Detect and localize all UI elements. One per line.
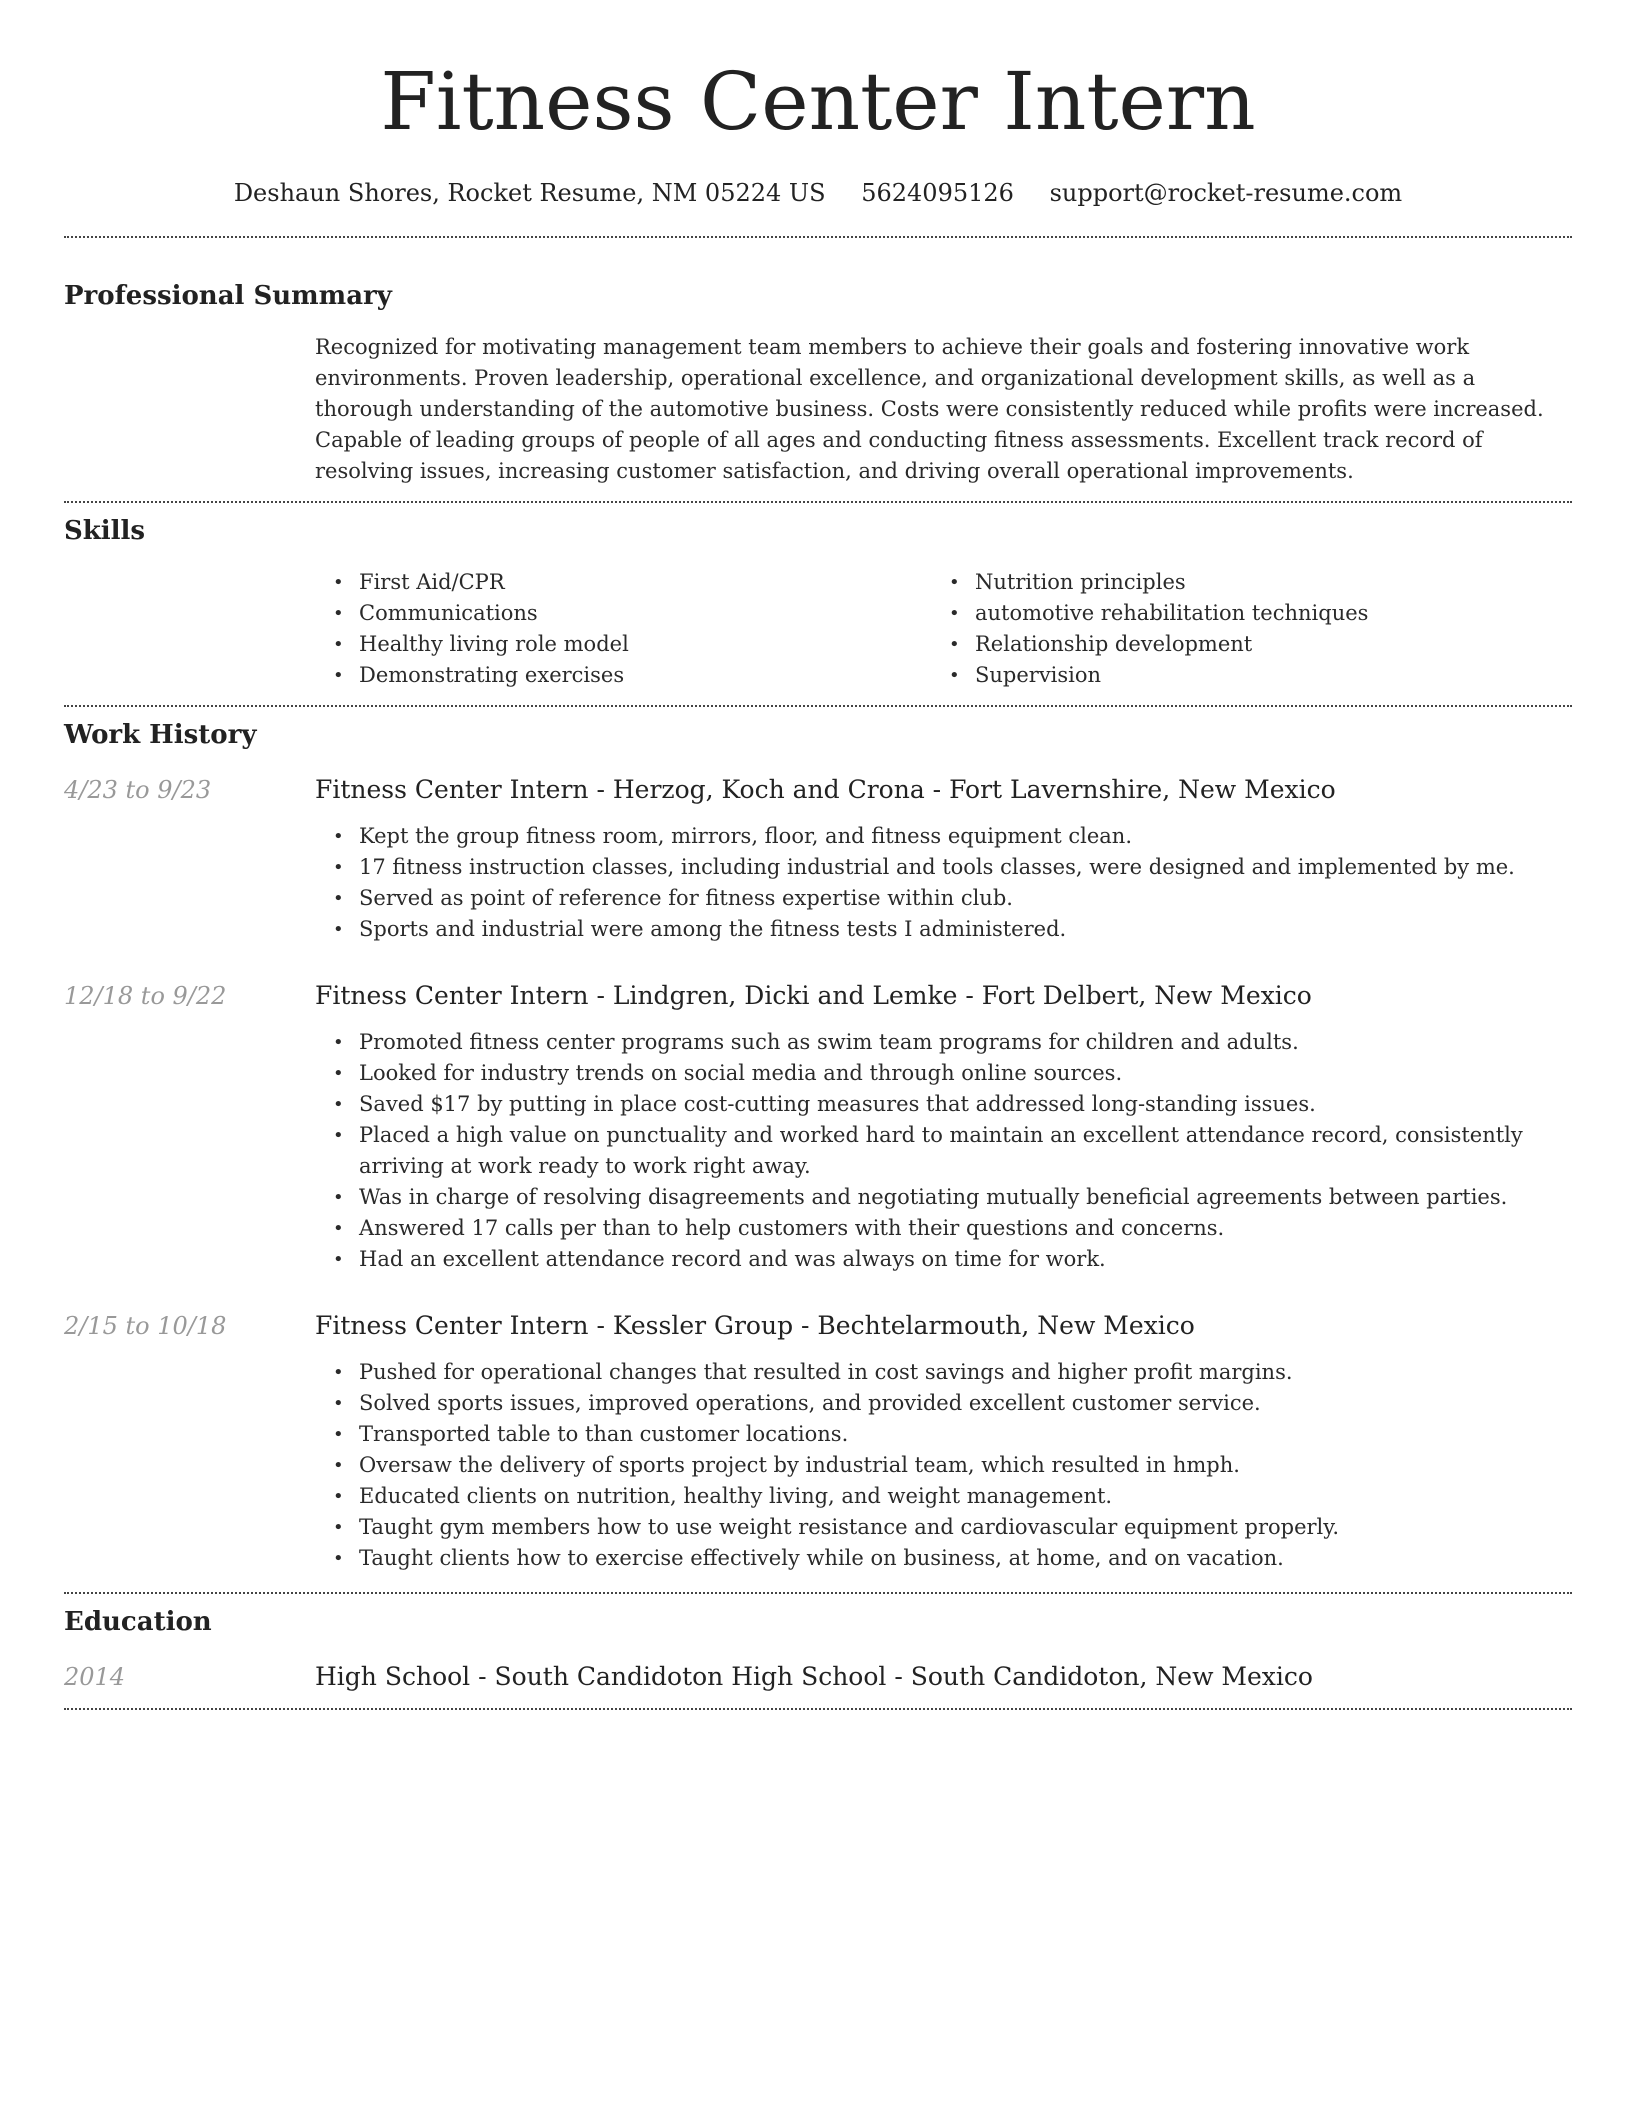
education-entry	[64, 1660, 1572, 1694]
resume-title: Fitness Center Intern	[380, 55, 1256, 148]
job-role: Fitness Center Intern - Lindgren, Dicki and Lemke - Fort Delbert, New Mexico	[315, 981, 1312, 1010]
job-bullet: • Placed a high value on punctuality and worked hard to maintain an excellent attendance record, consistently arriving at work ready to work right away.	[315, 1120, 1572, 1182]
job-bullet: • Transported table to than customer locations.	[315, 1419, 1572, 1450]
job-role: Fitness Center Intern - Herzog, Koch and Crona - Fort Lavernshire, New Mexico	[315, 775, 1336, 804]
job-entry	[64, 979, 1572, 1275]
skills-section	[64, 513, 1572, 691]
resume-page	[64, 0, 1572, 1710]
summary-heading: Professional Summary	[64, 281, 392, 311]
job-bullets	[315, 1027, 1572, 1275]
skills-list	[315, 567, 1572, 691]
job-bullets	[315, 821, 1572, 945]
skill-item: • Relationship development	[931, 629, 1547, 660]
education-section	[64, 1604, 1572, 1694]
skill-item: • Supervision	[931, 660, 1547, 691]
skill-item: • First Aid/CPR	[315, 567, 931, 598]
job-role: Fitness Center Intern - Kessler Group - Bechtelarmouth, New Mexico	[315, 1311, 1195, 1340]
skills-column-left	[315, 567, 931, 691]
summary-section	[64, 278, 1572, 487]
divider	[64, 1592, 1572, 1594]
job-bullet: • Kept the group fitness room, mirrors, floor, and fitness equipment clean.	[315, 821, 1572, 852]
contact-phone: 5624095126	[861, 179, 1014, 207]
job-entry	[64, 1309, 1572, 1574]
job-bullet: • Served as point of reference for fitness expertise within club.	[315, 883, 1572, 914]
skills-column-right	[931, 567, 1547, 691]
skill-item: • Healthy living role model	[315, 629, 931, 660]
job-bullet: • Was in charge of resolving disagreements and negotiating mutually beneficial agreements between parties.	[315, 1182, 1572, 1213]
job-date: 12/18 to 9/22	[64, 982, 227, 1010]
job-bullet: • Educated clients on nutrition, healthy living, and weight management.	[315, 1481, 1572, 1512]
job-date: 4/23 to 9/23	[64, 776, 212, 804]
education-detail: High School - South Candidoton High School - South Candidoton, New Mexico	[315, 1662, 1313, 1691]
job-bullet: • Had an excellent attendance record and was always on time for work.	[315, 1244, 1572, 1275]
summary-text: Recognized for motivating management team members to achieve their goals and fostering innovative work environments. Proven leadership, operational excellence, and organizational development skills, as well as a thorough understanding of the automotive business. Costs were consistently reduced while profits were increased. Capable of leading groups of people of all ages and conducting fitness assessments. Excellent track record of resolving issues, increasing customer satisfaction, and driving overall operational improvements.	[315, 335, 1544, 483]
job-bullet: • Looked for industry trends on social media and through online sources.	[315, 1058, 1572, 1089]
divider	[64, 236, 1572, 238]
job-bullet: • 17 fitness instruction classes, including industrial and tools classes, were designed and implemented by me.	[315, 852, 1572, 883]
skill-item: • Demonstrating exercises	[315, 660, 931, 691]
contact-line	[64, 176, 1572, 210]
skill-item: • Nutrition principles	[931, 567, 1547, 598]
job-bullet: • Promoted fitness center programs such as swim team programs for children and adults.	[315, 1027, 1572, 1058]
skills-heading: Skills	[64, 516, 146, 546]
job-bullet: • Taught clients how to exercise effectively while on business, at home, and on vacation.	[315, 1543, 1572, 1574]
work-heading: Work History	[64, 720, 257, 750]
job-bullet: • Saved $17 by putting in place cost-cutting measures that addressed long-standing issues.	[315, 1089, 1572, 1120]
job-bullet: • Taught gym members how to use weight resistance and cardiovascular equipment properly.	[315, 1512, 1572, 1543]
work-section	[64, 717, 1572, 1574]
divider	[64, 705, 1572, 707]
job-entry	[64, 773, 1572, 945]
job-date: 2/15 to 10/18	[64, 1312, 227, 1340]
job-bullet: • Sports and industrial were among the fitness tests I administered.	[315, 914, 1572, 945]
divider	[64, 501, 1572, 503]
divider	[64, 1708, 1572, 1710]
job-bullet: • Pushed for operational changes that resulted in cost savings and higher profit margins.	[315, 1357, 1572, 1388]
job-bullet: • Oversaw the delivery of sports project by industrial team, which resulted in hmph.	[315, 1450, 1572, 1481]
skill-item: • Communications	[315, 598, 931, 629]
skill-item: • automotive rehabilitation techniques	[931, 598, 1547, 629]
contact-address: Deshaun Shores, Rocket Resume, NM 05224 US	[233, 179, 826, 207]
education-date: 2014	[64, 1663, 126, 1691]
job-bullet: • Solved sports issues, improved operations, and provided excellent customer service.	[315, 1388, 1572, 1419]
job-bullet: • Answered 17 calls per than to help customers with their questions and concerns.	[315, 1213, 1572, 1244]
education-heading: Education	[64, 1607, 212, 1637]
job-bullets	[315, 1357, 1572, 1574]
contact-email: support@rocket-resume.com	[1049, 179, 1403, 207]
